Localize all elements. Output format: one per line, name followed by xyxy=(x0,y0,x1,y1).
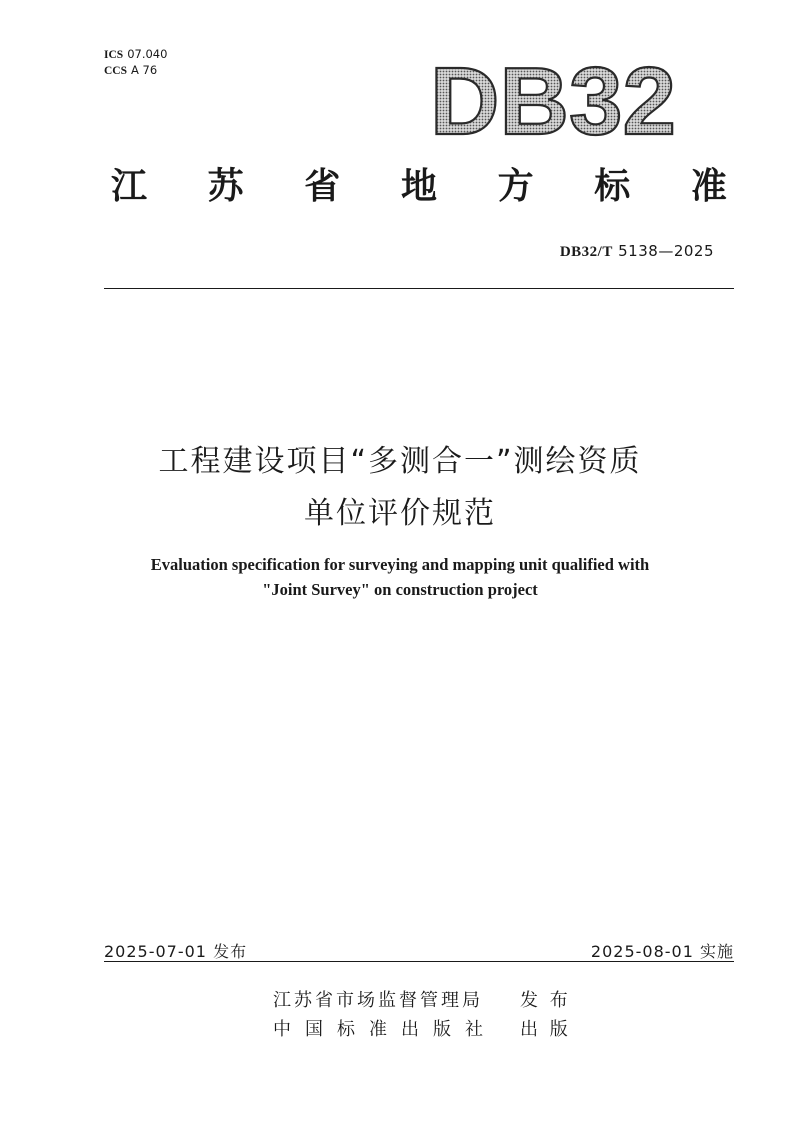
ics-value: 07.040 xyxy=(127,47,168,61)
footer-divider xyxy=(104,961,734,962)
title-zh-line1: 工程建设项目“多测合一”测绘资质 xyxy=(158,444,642,479)
standard-number-prefix: DB32/T xyxy=(559,244,613,260)
title-en-line2: "Joint Survey" on construction project xyxy=(262,580,538,599)
db32-logo xyxy=(430,52,680,144)
issue-date: 2025-07-01 发布 xyxy=(104,942,248,961)
standard-type-char: 苏 xyxy=(207,164,244,207)
ccs-value: A 76 xyxy=(131,63,158,77)
logo-text: DB32 xyxy=(430,52,676,144)
standard-type-char: 标 xyxy=(594,164,631,207)
ics-code xyxy=(104,47,167,63)
standard-number xyxy=(560,242,714,261)
standard-type-title xyxy=(104,158,734,208)
ccs-code xyxy=(104,63,167,79)
issuer-name: 江苏省市场监督管理局 xyxy=(273,990,483,1011)
standard-type-char: 地 xyxy=(400,164,437,207)
ccs-label: CCS xyxy=(104,65,128,77)
standard-type-char: 省 xyxy=(304,164,341,207)
press-name: 中国标准出版社 xyxy=(273,1019,497,1040)
issuer-action: 发 布 xyxy=(520,990,571,1011)
press-action: 出 版 xyxy=(520,1019,571,1040)
standard-type-char: 准 xyxy=(690,164,727,207)
title-zh-line2: 单位评价规范 xyxy=(304,496,496,531)
standard-number-value: 5138—2025 xyxy=(618,242,714,260)
header-divider xyxy=(104,288,734,289)
implement-date: 2025-08-01 实施 xyxy=(590,942,734,961)
classification-codes xyxy=(104,47,167,79)
standard-type-char: 方 xyxy=(497,164,534,207)
standard-type-char: 江 xyxy=(110,164,147,207)
title-en-line1: Evaluation specification for surveying and mapping unit qualified with xyxy=(150,555,650,574)
ics-label: ICS xyxy=(104,49,124,61)
